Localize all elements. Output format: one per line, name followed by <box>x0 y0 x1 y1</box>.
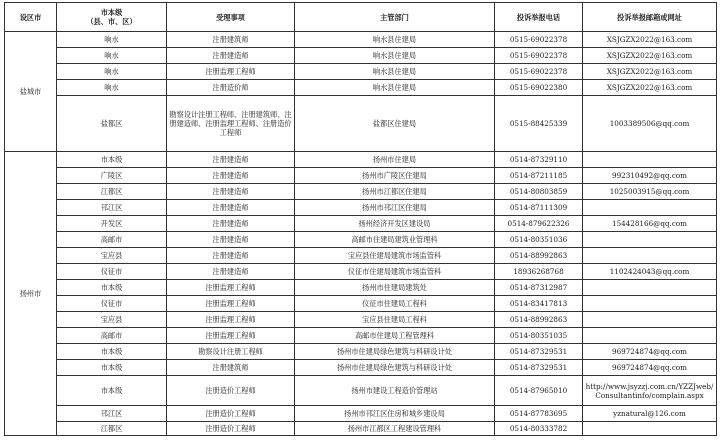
matter-cell: 注册造价工程师 <box>167 376 295 406</box>
contact-cell <box>583 422 717 436</box>
matter-cell: 注册监理工程师 <box>167 280 295 296</box>
contact-cell <box>583 280 717 296</box>
area-cell: 开发区 <box>57 216 167 232</box>
matter-cell: 勘察设计注册工程师、注册建筑师、注册建造师、注册监理工程师、注册造价工程师 <box>167 96 295 152</box>
dept-cell: 响水县住建局 <box>295 64 495 80</box>
contact-cell: http://www.jsyzzj.com.cn/YZZJweb/Consultantinfo/complain.aspx <box>583 376 717 406</box>
table-row <box>5 376 717 406</box>
table-row <box>5 406 717 422</box>
table-row <box>5 344 717 360</box>
region-cell: 扬州市 <box>5 152 57 436</box>
phone-cell: 0514-87965010 <box>495 376 583 406</box>
matter-cell: 注册建造师 <box>167 200 295 216</box>
area-cell: 广陵区 <box>57 168 167 184</box>
contact-cell: XSJGZX2022@163.com <box>583 64 717 80</box>
table-row <box>5 328 717 344</box>
area-cell: 江都区 <box>57 422 167 436</box>
complaint-contact-table <box>4 2 717 436</box>
header-contact: 投诉举报邮箱或网址 <box>583 3 717 32</box>
table-row <box>5 168 717 184</box>
phone-cell: 0514-879622326 <box>495 216 583 232</box>
area-cell: 江都区 <box>57 184 167 200</box>
area-cell: 响水 <box>57 80 167 96</box>
dept-cell: 扬州市住建局绿色建筑与科研设计处 <box>295 344 495 360</box>
header-phone: 投诉举报电话 <box>495 3 583 32</box>
table-row <box>5 232 717 248</box>
dept-cell: 高邮市住建局工程管理科 <box>295 328 495 344</box>
area-cell: 仪征市 <box>57 296 167 312</box>
contact-cell <box>583 248 717 264</box>
contact-cell: yznatural@126.com <box>583 406 717 422</box>
phone-cell: 0514-83417813 <box>495 296 583 312</box>
table-row <box>5 48 717 64</box>
area-cell: 盐都区 <box>57 96 167 152</box>
phone-cell: 0514-87329531 <box>495 344 583 360</box>
phone-cell: 0514-88992863 <box>495 248 583 264</box>
phone-cell: 0514-80803859 <box>495 184 583 200</box>
dept-cell: 扬州市住建局 <box>295 152 495 168</box>
dept-cell: 仪征市住建局工程科 <box>295 296 495 312</box>
dept-cell: 响水县住建局 <box>295 32 495 48</box>
region-cell: 盐城市 <box>5 32 57 152</box>
matter-cell: 注册建造师 <box>167 232 295 248</box>
contact-cell: 154428166@qq.com <box>583 216 717 232</box>
matter-cell: 注册建筑师 <box>167 32 295 48</box>
table-row <box>5 216 717 232</box>
area-cell: 高邮市 <box>57 232 167 248</box>
dept-cell: 宝应县住建局建筑市场监管科 <box>295 248 495 264</box>
matter-cell: 注册建造师 <box>167 152 295 168</box>
contact-cell: 992310492@qq.com <box>583 168 717 184</box>
contact-cell: 969724874@qq.com <box>583 344 717 360</box>
table-row <box>5 264 717 280</box>
contact-cell: XSJGZX2022@163.com <box>583 80 717 96</box>
dept-cell: 宝应县住建局工程科 <box>295 312 495 328</box>
matter-cell: 注册建筑师 <box>167 360 295 376</box>
header-row <box>5 3 717 32</box>
phone-cell: 0514-88992863 <box>495 312 583 328</box>
phone-cell: 0515-69022378 <box>495 48 583 64</box>
dept-cell: 仪征市住建局建筑市场监管科 <box>295 264 495 280</box>
phone-cell: 0515-69022378 <box>495 64 583 80</box>
phone-cell: 0515-88425339 <box>495 96 583 152</box>
dept-cell: 高邮市住建局建筑业管理科 <box>295 232 495 248</box>
matter-cell: 注册建造师 <box>167 184 295 200</box>
matter-cell: 注册监理工程师 <box>167 296 295 312</box>
area-cell: 宝应县 <box>57 248 167 264</box>
matter-cell: 注册监理工程师 <box>167 328 295 344</box>
matter-cell: 注册建造师 <box>167 248 295 264</box>
contact-cell: 1003389506@qq.com <box>583 96 717 152</box>
matter-cell: 注册造价工程师 <box>167 406 295 422</box>
phone-cell: 0514-80351035 <box>495 328 583 344</box>
matter-cell: 勘察设计注册工程师 <box>167 344 295 360</box>
area-cell: 仪征市 <box>57 264 167 280</box>
phone-cell: 0514-87783695 <box>495 406 583 422</box>
contact-cell <box>583 312 717 328</box>
contact-cell: 1025003915@qq.com <box>583 184 717 200</box>
table-row <box>5 80 717 96</box>
matter-cell: 注册建造师 <box>167 216 295 232</box>
table-row <box>5 200 717 216</box>
phone-cell: 0514-87329110 <box>495 152 583 168</box>
dept-cell: 扬州市建设工程造价管理站 <box>295 376 495 406</box>
matter-cell: 注册建造师 <box>167 264 295 280</box>
contact-cell: 1102424043@qq.com <box>583 264 717 280</box>
table-row <box>5 422 717 436</box>
table-row <box>5 360 717 376</box>
contact-cell: XSJGZX2022@163.com <box>583 32 717 48</box>
dept-cell: 扬州经济开发区建设局 <box>295 216 495 232</box>
area-cell: 邗江区 <box>57 406 167 422</box>
table-row <box>5 96 717 152</box>
contact-cell <box>583 296 717 312</box>
area-cell: 市本级 <box>57 344 167 360</box>
matter-cell: 注册建造师 <box>167 48 295 64</box>
header-dept: 主管部门 <box>295 3 495 32</box>
phone-cell: 0514-87312987 <box>495 280 583 296</box>
phone-cell: 0514-80333782 <box>495 422 583 436</box>
dept-cell: 扬州市住建局绿色建筑与科研设计处 <box>295 360 495 376</box>
area-cell: 市本级 <box>57 376 167 406</box>
area-cell: 响水 <box>57 64 167 80</box>
matter-cell: 注册造价工程师 <box>167 422 295 436</box>
contact-cell <box>583 232 717 248</box>
contact-cell <box>583 152 717 168</box>
area-cell: 宝应县 <box>57 312 167 328</box>
dept-cell: 扬州市江都区住建局 <box>295 184 495 200</box>
dept-cell: 盐都区住建局 <box>295 96 495 152</box>
table-row <box>5 32 717 48</box>
table-row <box>5 296 717 312</box>
dept-cell: 扬州市江都区工程建设管理科 <box>295 422 495 436</box>
dept-cell: 响水县住建局 <box>295 48 495 64</box>
area-cell: 市本级 <box>57 280 167 296</box>
contact-cell: 969724874@qq.com <box>583 360 717 376</box>
phone-cell: 0514-87329531 <box>495 360 583 376</box>
table-body <box>5 32 717 436</box>
matter-cell: 注册监理工程师 <box>167 64 295 80</box>
contact-cell <box>583 328 717 344</box>
table-row <box>5 64 717 80</box>
table-row <box>5 312 717 328</box>
contact-cell: XSJGZX2022@163.com <box>583 48 717 64</box>
dept-cell: 扬州市广陵区住建局 <box>295 168 495 184</box>
matter-cell: 注册建造师 <box>167 168 295 184</box>
dept-cell: 扬州市邗江区住房和城乡建设局 <box>295 406 495 422</box>
dept-cell: 扬州市住建局建筑处 <box>295 280 495 296</box>
area-cell: 高邮市 <box>57 328 167 344</box>
phone-cell: 0515-69022380 <box>495 80 583 96</box>
header-area: 市本级 （县、市、区） <box>57 3 167 32</box>
header-region: 设区市 <box>5 3 57 32</box>
phone-cell: 0514-87211185 <box>495 168 583 184</box>
area-cell: 市本级 <box>57 152 167 168</box>
dept-cell: 响水县住建局 <box>295 80 495 96</box>
dept-cell: 扬州市邗江区住建局 <box>295 200 495 216</box>
area-cell: 市本级 <box>57 360 167 376</box>
area-cell: 响水 <box>57 48 167 64</box>
phone-cell: 18936268768 <box>495 264 583 280</box>
area-cell: 邗江区 <box>57 200 167 216</box>
phone-cell: 0514-80351036 <box>495 232 583 248</box>
matter-cell: 注册监理工程师 <box>167 312 295 328</box>
table-row <box>5 184 717 200</box>
table-row <box>5 280 717 296</box>
contact-cell <box>583 200 717 216</box>
matter-cell: 注册造价师 <box>167 80 295 96</box>
phone-cell: 0515-69022378 <box>495 32 583 48</box>
header-matter: 受理事项 <box>167 3 295 32</box>
table-row <box>5 152 717 168</box>
table-row <box>5 248 717 264</box>
area-cell: 响水 <box>57 32 167 48</box>
phone-cell: 0514-87111309 <box>495 200 583 216</box>
